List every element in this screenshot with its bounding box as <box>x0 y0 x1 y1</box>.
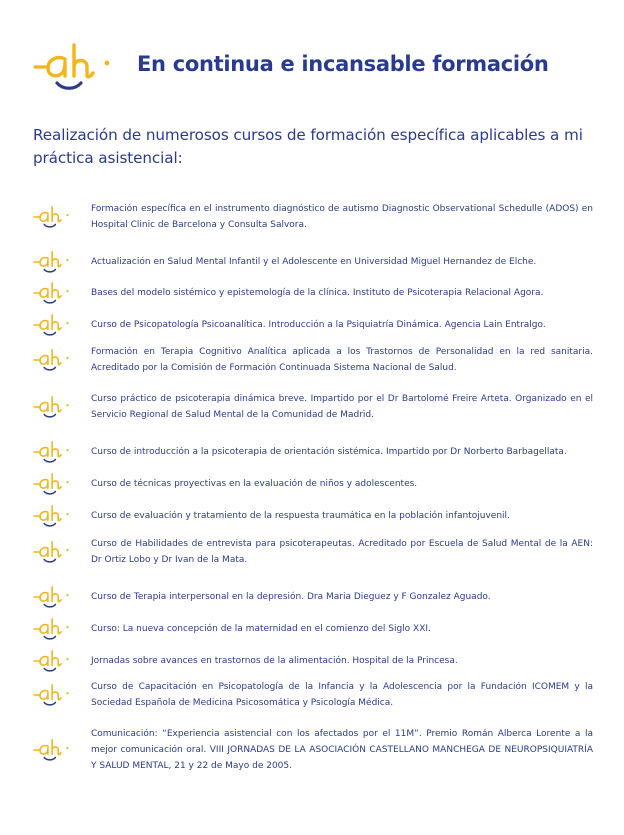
ah-logo-icon <box>33 470 75 498</box>
list-item <box>33 502 593 530</box>
list-item <box>33 311 593 339</box>
course-description: Curso práctico de psicoterapia dinámica breve. Impartido por el Dr Bartolomé Freire Arteta. Organizado en el Servicio Regional de Salud Mental de la Comunidad de Madrid. <box>91 394 593 420</box>
ah-logo-icon <box>33 393 75 421</box>
ah-logo-icon <box>33 279 75 307</box>
list-item <box>33 279 593 307</box>
list-item <box>33 391 593 423</box>
list-item <box>33 201 593 233</box>
ah-logo-icon <box>33 248 75 276</box>
ah-logo-icon <box>33 681 75 709</box>
course-description: Actualización en Salud Mental Infantil y el Adolescente en Universidad Miguel Hernandez de Elche. <box>91 257 537 267</box>
course-description: Curso: La nueva concepción de la maternidad en el comienzo del Siglo XXI. <box>91 624 431 634</box>
section-subtitle: Realización de numerosos cursos de formación específica aplicables a mi práctica asistencial: <box>33 126 583 167</box>
list-item <box>33 615 593 643</box>
page-title: En continua e incansable formación <box>137 52 549 76</box>
ah-logo-icon <box>33 203 75 231</box>
list-item <box>33 536 593 568</box>
ah-logo-icon <box>33 311 75 339</box>
list-item <box>33 470 593 498</box>
course-description: Curso de Capacitación en Psicopatología de la Infancia y la Adolescencia por la Fundación ICOMEM y la Sociedad Española de Medicina Psicosomática y Psicología Médica. <box>91 682 593 708</box>
list-item <box>33 679 593 711</box>
list-item <box>33 647 593 675</box>
list-item <box>33 726 593 774</box>
list-item <box>33 344 593 376</box>
page-header <box>33 40 593 94</box>
ah-logo-icon <box>33 647 75 675</box>
ah-logo-icon <box>33 615 75 643</box>
ah-logo-icon <box>33 538 75 566</box>
ah-logo-icon <box>33 583 75 611</box>
course-description: Curso de introducción a la psicoterapia de orientación sistémica. Impartido por Dr Norberto Barbagellata. <box>91 447 567 457</box>
course-description: Formación en Terapia Cognitivo Analítica aplicada a los Trastornos de Personalidad en la red sanitaria. Acreditado por la Comisión de Formación Continuada Sistema Nacional de Salud. <box>91 347 593 373</box>
course-description: Curso de Psicopatología Psicoanalítica. Introducción a la Psiquiatría Dinámica. Agencia Lain Entralgo. <box>91 320 546 330</box>
course-description: Curso de evaluación y tratamiento de la respuesta traumática en la población infantojuvenil. <box>91 511 510 521</box>
course-description: Curso de técnicas proyectivas en la evaluación de niños y adolescentes. <box>91 479 418 489</box>
ah-logo-icon <box>33 736 75 764</box>
ah-logo-icon <box>33 40 123 94</box>
course-description: Comunicación: “Experiencia asistencial con los afectados por el 11M”. Premio Román Alberca Lorente a la mejor comunicación oral. VIII JORNADAS DE LA ASOCIACIÓN CASTELLANO MANCHEGA DE NEUROPSIQUIATRÍA Y SALUD MENTAL, 21 y 22 de Mayo de 2005. <box>91 729 593 771</box>
list-item <box>33 583 593 611</box>
course-description: Jornadas sobre avances en trastornos de la alimentación. Hospital de la Princesa. <box>91 656 458 666</box>
course-description: Curso de Habilidades de entrevista para psicoterapeutas. Acreditado por Escuela de Salud Mental de la AEN: Dr Ortiz Lobo y Dr Ivan de la Mata. <box>91 539 593 565</box>
course-description: Bases del modelo sistémico y epistemología de la clínica. Instituto de Psicoterapia Relacional Agora. <box>91 288 544 298</box>
ah-logo-icon <box>33 438 75 466</box>
list-item <box>33 248 593 276</box>
course-description: Curso de Terapia interpersonal en la depresión. Dra Maria Dieguez y F Gonzalez Aguado. <box>91 592 491 602</box>
course-description: Formación específica en el instrumento diagnóstico de autismo Diagnostic Observational Schedulle (ADOS) en Hospital Clinic de Barcelona y Consulta Salvora. <box>91 204 593 230</box>
ah-logo-icon <box>33 502 75 530</box>
list-item <box>33 438 593 466</box>
ah-logo-icon <box>33 346 75 374</box>
